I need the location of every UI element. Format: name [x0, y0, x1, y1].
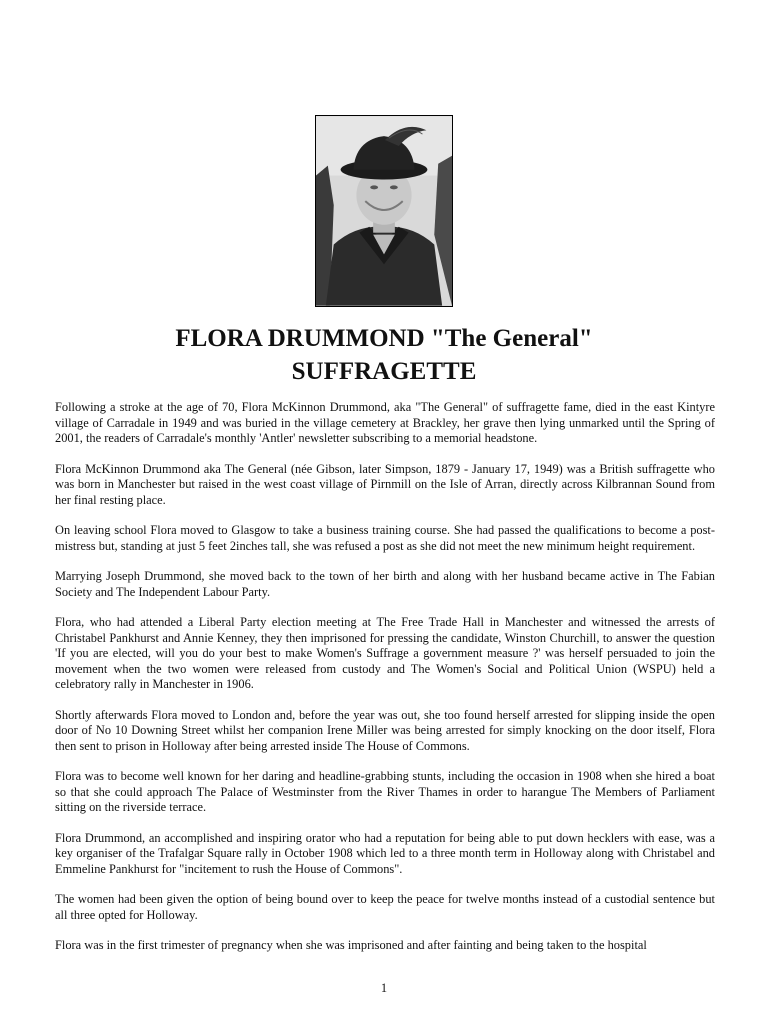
- paragraph: Following a stroke at the age of 70, Flora McKinnon Drummond, aka "The General" of suffragette fame, died in the east Kintyre village of Carradale in 1949 and was buried in the village cemetery at Brackley, her grave then lying unmarked until the Spring of 2001, the readers of Carradale's monthly 'Antler' newsletter subscribing to a memorial headstone.: [55, 400, 715, 445]
- page-subtitle: SUFFRAGETTE: [291, 358, 477, 385]
- paragraph: Flora Drummond, an accomplished and inspiring orator who had a reputation for being able to put down hecklers with ease, was a key organiser of the Trafalgar Square rally in October 1908 which led to a three month term in Holloway along with Christabel and Emmeline Pankhurst for "incitement to rush the House of Commons".: [55, 830, 715, 876]
- portrait-illustration: [316, 116, 452, 306]
- article-body: [55, 400, 715, 969]
- paragraph: The women had been given the option of being bound over to keep the peace for twelve months instead of a custodial sentence but all three opted for Holloway.: [55, 892, 715, 922]
- paragraph: Shortly afterwards Flora moved to London and, before the year was out, she too found herself arrested for slipping inside the open door of No 10 Downing Street whilst her companion Irene Miller was being arrested for simply knocking on the door itself, Flora then sent to prison in Holloway after being arrested inside The House of Commons.: [55, 707, 715, 753]
- paragraph: Flora McKinnon Drummond aka The General (née Gibson, later Simpson, 1879 - January 17, 1949) was a British suffragette who was born in Manchester but raised in the west coast village of Pirnmill on the Isle of Arran, directly across Kilbrannan Sound from her final resting place.: [55, 461, 715, 507]
- paragraph: Flora was to become well known for her daring and headline-grabbing stunts, including the occasion in 1908 when she hired a boat so that she could approach The Palace of Westminster from the River Thames in order to harangue The Members of Parliament sitting on the riverside terrace.: [55, 769, 715, 814]
- portrait-photo: [315, 115, 453, 307]
- paragraph: Marrying Joseph Drummond, she moved back to the town of her birth and along with her husband became active in The Fabian Society and The Independent Labour Party.: [55, 569, 715, 599]
- paragraph: Flora was in the first trimester of pregnancy when she was imprisoned and after fainting and being taken to the hospital: [55, 938, 647, 952]
- paragraph: Flora, who had attended a Liberal Party election meeting at The Free Trade Hall in Manchester and witnessed the arrests of Christabel Pankhurst and Annie Kenney, they then imprisoned for pressing the candidate, Winston Churchill, to answer the question 'If you are elected, will you do your best to make Women's Suffrage a government measure ?' was herself persuaded to join the movement when the two women were released from custody and The Women's Social and Political Union (WSPU) held a celebratory rally in Manchester in 1906.: [55, 615, 715, 691]
- paragraph: On leaving school Flora moved to Glasgow to take a business training course. She had passed the qualifications to become a post-mistress but, standing at just 5 feet 2inches tall, she was refused a post as she did not meet the new minimum height requirement.: [55, 523, 715, 553]
- page-title: FLORA DRUMMOND "The General": [175, 325, 593, 352]
- page-number: 1: [380, 981, 388, 995]
